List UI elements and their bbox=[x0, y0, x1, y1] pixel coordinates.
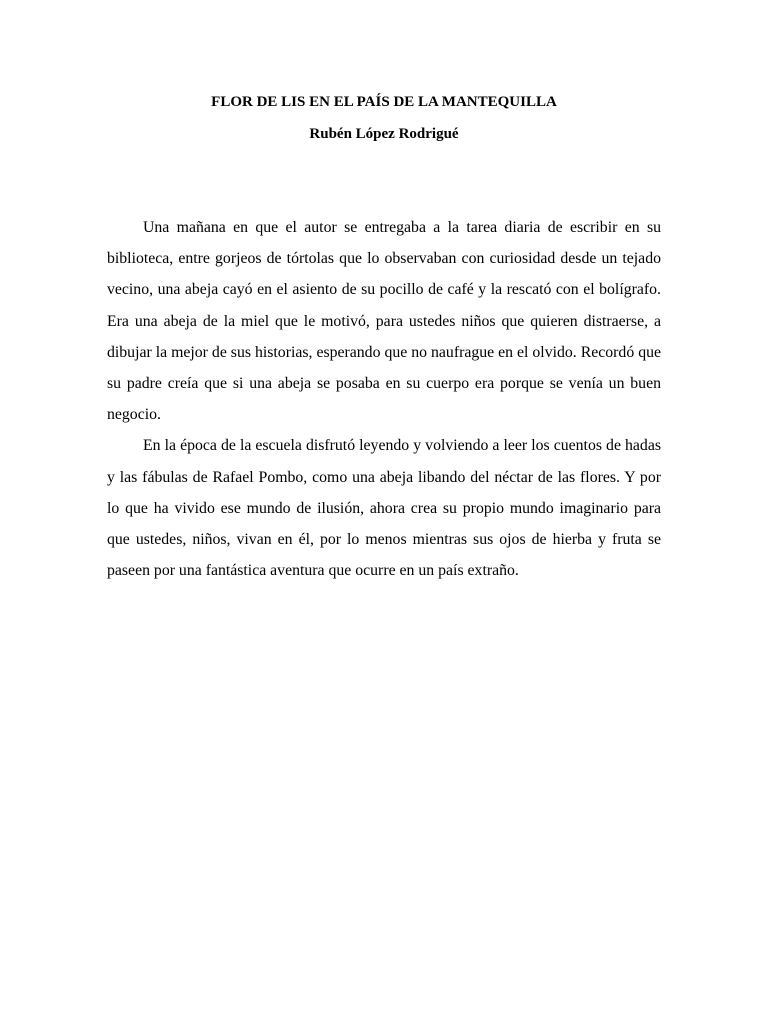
paragraph: Una mañana en que el autor se entregaba a la tarea diaria de escribir en su biblioteca, entre gorjeos de tórtolas que lo observaban con curiosidad desde un tejado vecino, una abeja cayó en el asiento de su pocillo de café y la rescató con el bolígrafo. Era una abeja de la miel que le motivó, para ustedes niños que quieren distraerse, a dibujar la mejor de sus historias, esperando que no naufrague en el olvido. Recordó que su padre creía que si una abeja se posaba en su cuerpo era porque se venía un buen negocio. bbox=[107, 219, 661, 424]
document-body bbox=[107, 212, 661, 586]
document-title: FLOR DE LIS EN EL PAÍS DE LA MANTEQUILLA bbox=[211, 94, 557, 110]
document-author: Rubén López Rodrigué bbox=[309, 126, 459, 142]
paragraph: En la época de la escuela disfrutó leyendo y volviendo a leer los cuentos de hadas y las fábulas de Rafael Pombo, como una abeja libando del néctar de las flores. Y por lo que ha vivido ese mundo de ilusión, ahora crea su propio mundo imaginario para que ustedes, niños, vivan en él, por lo menos mientras sus ojos de hierba y fruta se paseen por una fantástica aventura que ocurre en un país extraño. bbox=[107, 437, 661, 580]
